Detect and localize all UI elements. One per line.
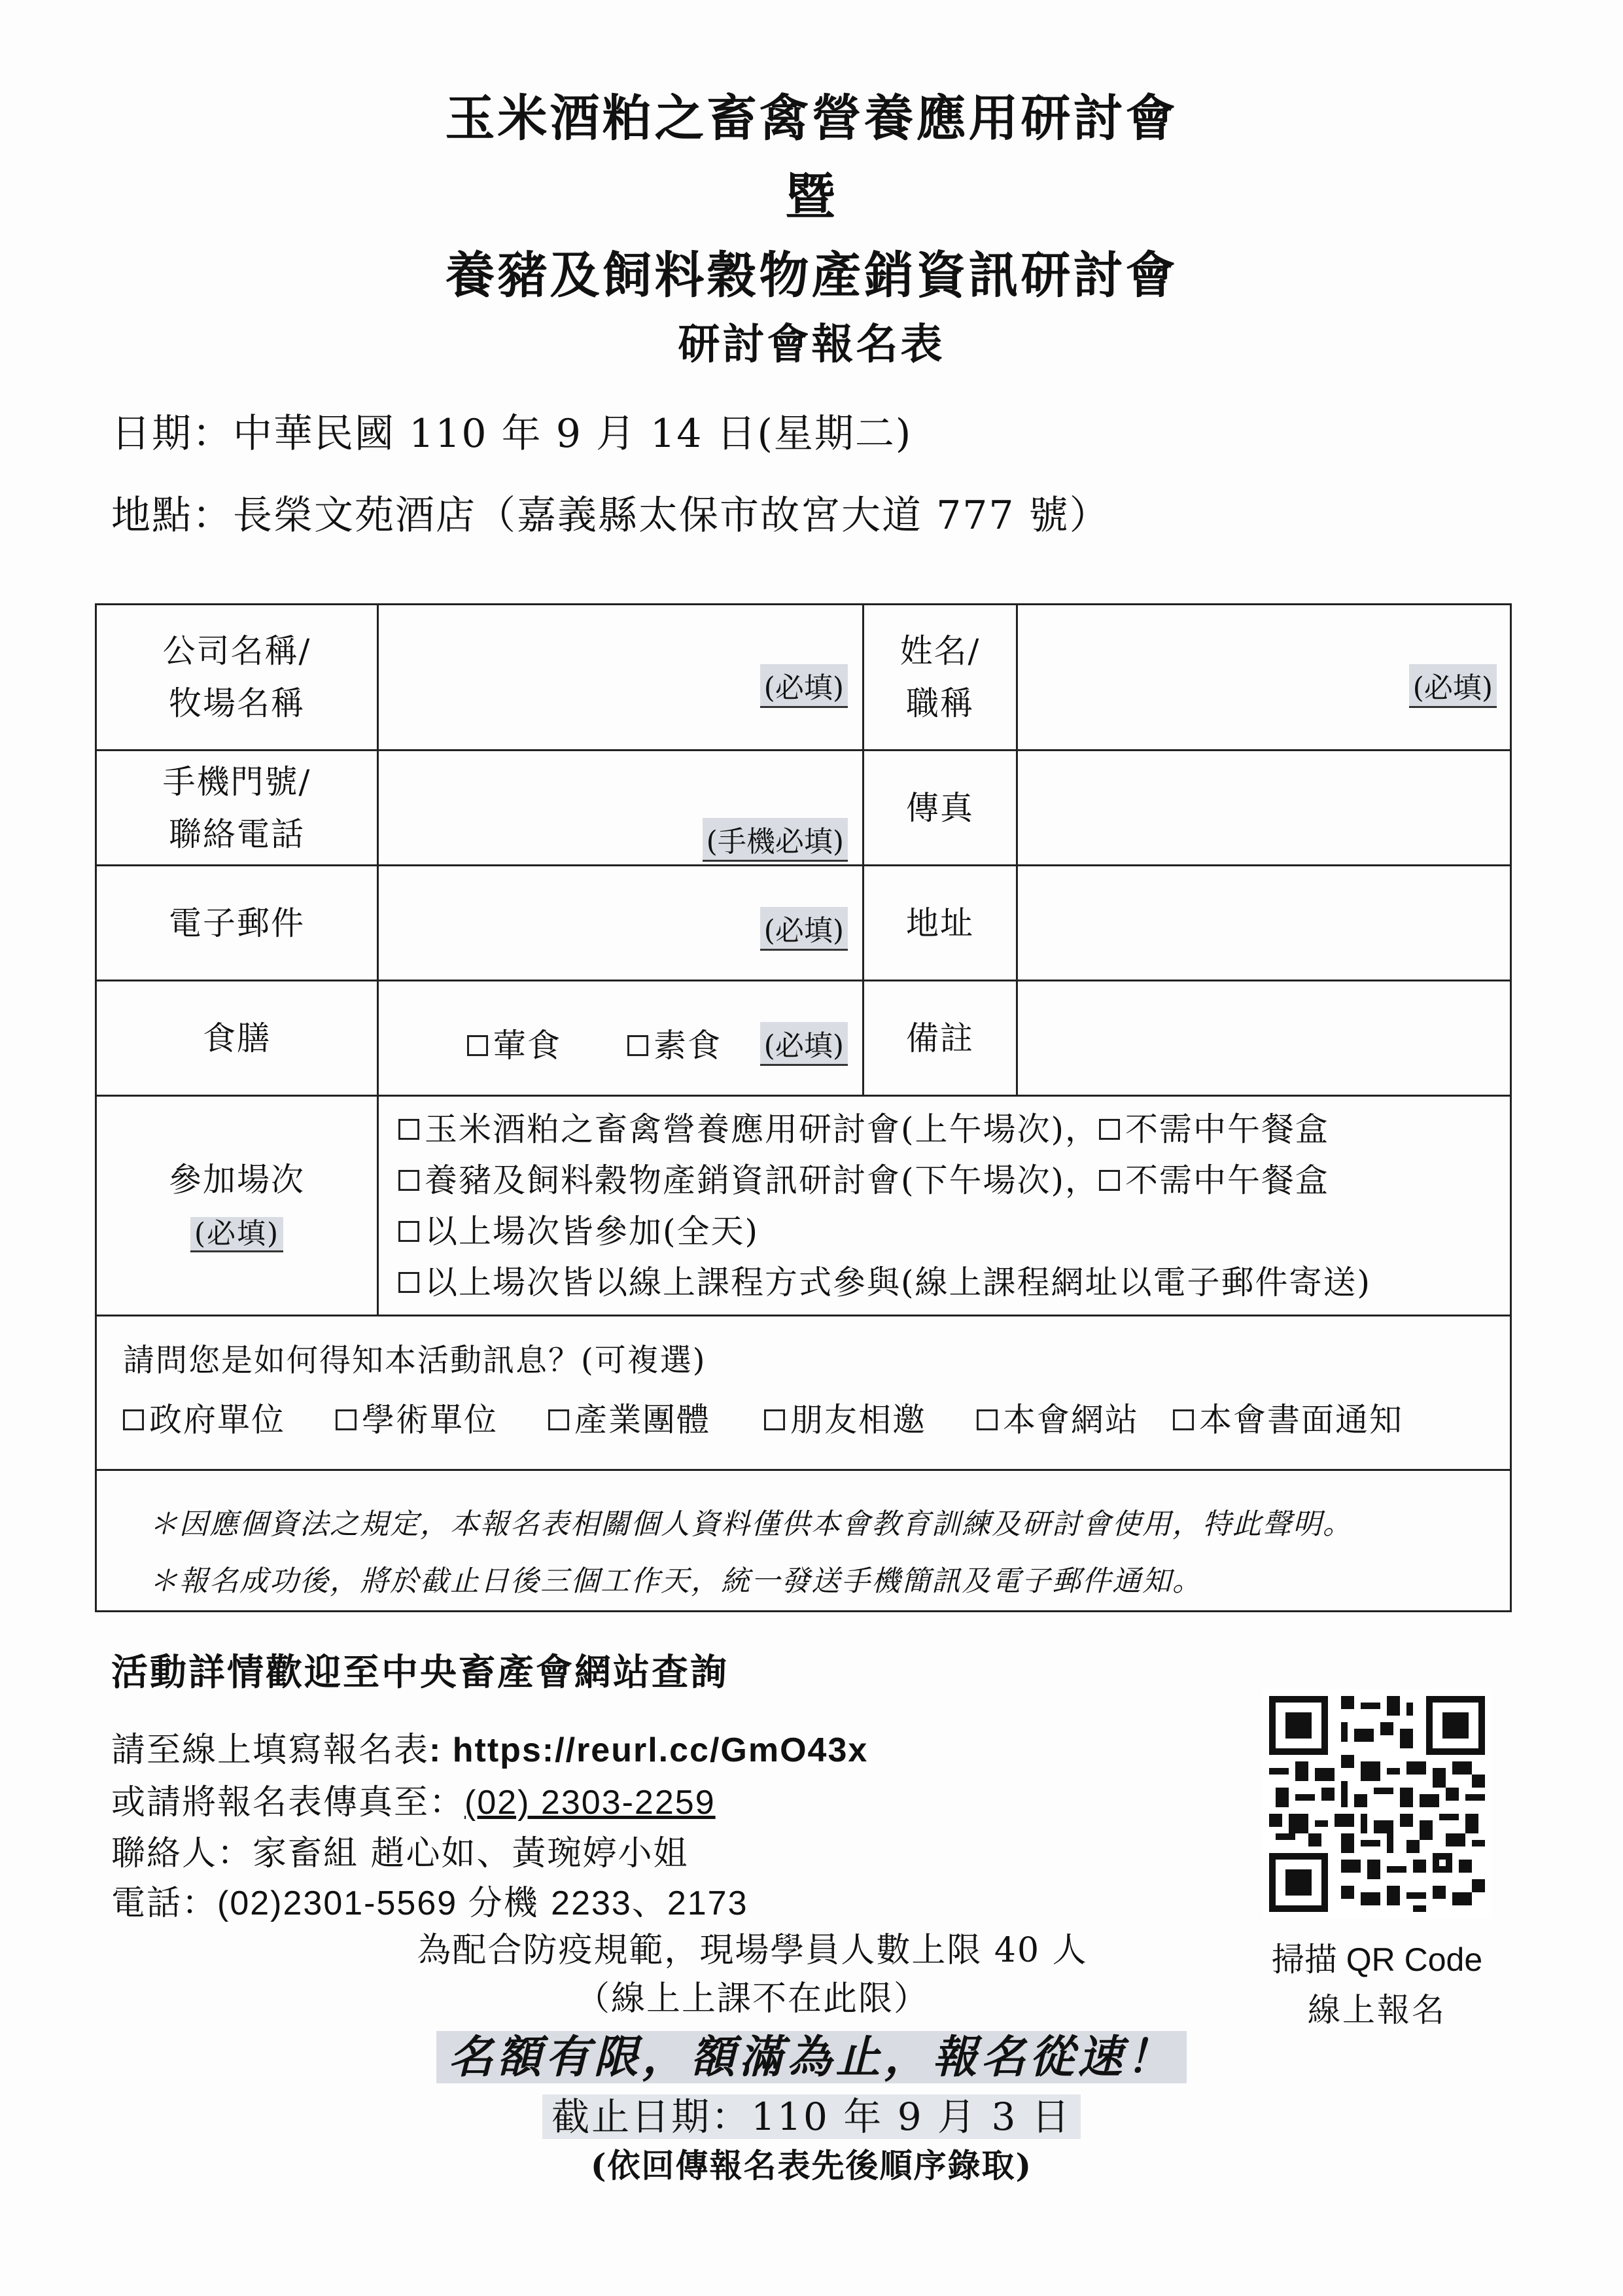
title-line-1: 玉米酒粕之畜禽營養應用研討會 (445, 89, 1178, 147)
email-field[interactable] (379, 866, 862, 980)
order-note: (依回傳報名表先後順序錄取) (590, 2146, 1033, 2185)
name-label: 姓名/ 職稱 (899, 632, 981, 722)
company-label: 公司名稱/ 牧場名稱 (162, 632, 311, 722)
source-option-industry[interactable]: 產業團體 (548, 1394, 710, 1441)
checkbox-icon (467, 1035, 488, 1056)
contact-line: 聯絡人：家畜組 趙心如、黃琬婷小姐 (111, 1834, 689, 1873)
source-option-gov[interactable]: 政府單位 (123, 1394, 285, 1441)
source-section (97, 1316, 1510, 1469)
source-option-website[interactable]: 本會網站 (977, 1394, 1139, 1441)
checkbox-icon (1099, 1170, 1120, 1191)
checkbox-icon (1099, 1119, 1120, 1140)
checkbox-icon (398, 1221, 419, 1242)
source-option-mail[interactable]: 本會書面通知 (1173, 1394, 1403, 1441)
qr-caption-1: 掃描 QR Code (1271, 1941, 1483, 1978)
name-required-tag: (必填) (1409, 664, 1497, 708)
checkbox-icon (398, 1170, 419, 1191)
fax-field[interactable] (1018, 751, 1510, 864)
checkbox-icon (548, 1409, 569, 1430)
info-heading: 活動詳情歡迎至中央畜產會網站查詢 (111, 1651, 729, 1694)
session-option-morning[interactable]: 玉米酒粕之畜禽營養應用研討會(上午場次)， 不需中午餐盒 (398, 1103, 1329, 1150)
form-subtitle: 研討會報名表 (678, 320, 945, 369)
mobile-required-tag: (手機必填) (703, 818, 848, 862)
event-date: 日期：中華民國 110 年 9 月 14 日(星期二) (111, 411, 913, 457)
qr-code-icon[interactable] (1263, 1689, 1492, 1918)
privacy-note: ＊因應個資法之規定，本報名表相關個人資料僅供本會教育訓練及研討會使用，特此聲明。 (149, 1508, 1353, 1541)
checkbox-icon (336, 1409, 357, 1430)
company-required-tag: (必填) (760, 664, 848, 708)
event-location: 地點：長榮文苑酒店（嘉義縣太保市故宮大道 777 號） (111, 493, 1110, 539)
checkbox-icon (123, 1409, 144, 1430)
meal-required-tag: (必填) (760, 1022, 848, 1066)
phone-line: 電話：(02)2301-5569 分機 2233、2173 (111, 1884, 748, 1923)
meal-option-meat[interactable]: 葷食 (467, 1019, 561, 1067)
fax-label: 傳真 (906, 788, 974, 827)
checkbox-icon (764, 1409, 785, 1430)
no-lunch-morning[interactable]: 不需中午餐盒 (1125, 1110, 1330, 1148)
checkbox-icon (627, 1035, 648, 1056)
source-option-academic[interactable]: 學術單位 (336, 1394, 498, 1441)
session-option-online[interactable]: 以上場次皆以線上課程方式參與(線上課程網址以電子郵件寄送) (398, 1256, 1371, 1303)
name-field[interactable] (1018, 605, 1510, 749)
deadline: 截止日期：110 年 9 月 3 日 (542, 2094, 1081, 2139)
fax-number: (02) 2303-2259 (464, 1784, 716, 1822)
title-line-2: 暨 (785, 168, 838, 226)
session-options (379, 1097, 1510, 1315)
checkbox-icon (1173, 1409, 1194, 1430)
urgency-banner: 名額有限，額滿為止，報名從速！ (436, 2031, 1186, 2083)
capacity-limit-note: （線上上課不在此限） (575, 1979, 929, 2019)
email-required-tag: (必填) (760, 907, 848, 951)
qr-caption-2: 線上報名 (1308, 1991, 1446, 2029)
registration-url[interactable]: : https://reurl.cc/GmO43x (429, 1731, 869, 1769)
email-label: 電子郵件 (169, 904, 305, 942)
checkbox-icon (398, 1272, 419, 1293)
online-registration-line: 請至線上填寫報名表: https://reurl.cc/GmO43x (111, 1731, 869, 1770)
mobile-field[interactable] (379, 751, 862, 864)
address-label: 地址 (906, 904, 974, 942)
address-field[interactable] (1018, 866, 1510, 980)
meal-field (379, 981, 862, 1095)
registration-table (95, 603, 1512, 1612)
session-option-fullday[interactable]: 以上場次皆參加(全天) (398, 1205, 759, 1252)
checkbox-icon (977, 1409, 998, 1430)
title-line-3: 養豬及飼料穀物產銷資訊研討會 (445, 246, 1178, 304)
remark-field[interactable] (1018, 981, 1510, 1095)
meal-label: 食膳 (203, 1019, 271, 1057)
company-field[interactable] (379, 605, 862, 749)
mobile-label: 手機門號/ 聯絡電話 (162, 762, 311, 853)
notification-note: ＊報名成功後，將於截止日後三個工作天，統一發送手機簡訊及電子郵件通知。 (149, 1564, 1202, 1598)
fax-line: 或請將報名表傳真至：(02) 2303-2259 (111, 1783, 716, 1822)
capacity-limit: 為配合防疫規範，現場學員人數上限 40 人 (417, 1931, 1088, 1970)
remark-label: 備註 (906, 1019, 974, 1057)
session-option-afternoon[interactable]: 養豬及飼料穀物產銷資訊研討會(下午場次)， 不需中午餐盒 (398, 1154, 1329, 1201)
deadline-wrap (0, 2086, 1623, 2141)
session-label: 參加場次 (必填) (97, 1097, 377, 1315)
meal-option-vegetarian[interactable]: 素食 (627, 1019, 722, 1067)
source-option-friends[interactable]: 朋友相邀 (764, 1394, 926, 1441)
urgency-banner-wrap (0, 2022, 1623, 2085)
checkbox-icon (398, 1119, 419, 1140)
source-question: 請問您是如何得知本活動訊息？(可複選) (123, 1342, 707, 1379)
no-lunch-afternoon[interactable]: 不需中午餐盒 (1125, 1161, 1330, 1199)
